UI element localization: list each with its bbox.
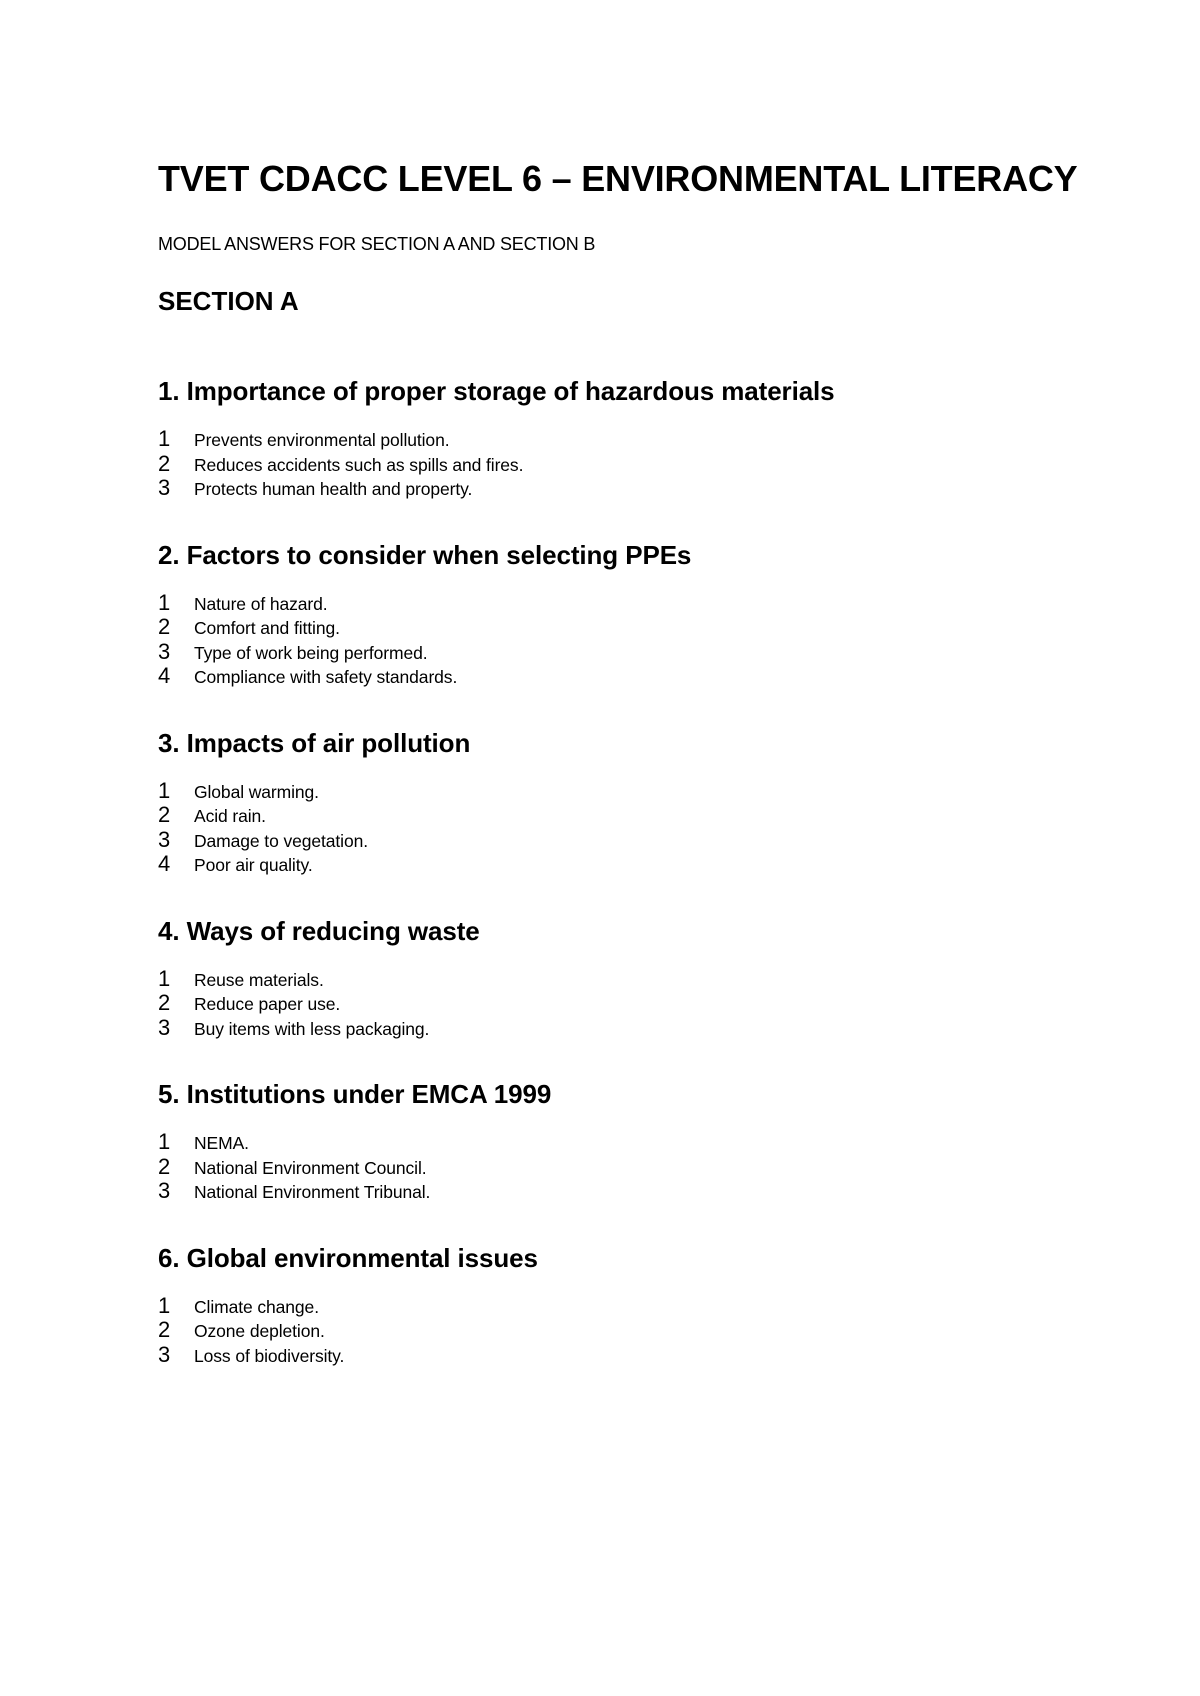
- list-item: [158, 591, 1098, 616]
- answer-text: Damage to vegetation.: [194, 830, 368, 851]
- answer-list: [158, 779, 1098, 877]
- section-heading: SECTION A: [158, 286, 299, 316]
- answer-text: Compliance with safety standards.: [194, 667, 458, 687]
- question-block: [158, 375, 1098, 501]
- list-item: [158, 1155, 1098, 1180]
- answer-text: Climate change.: [194, 1296, 319, 1317]
- answer-text: Loss of biodiversity.: [194, 1345, 345, 1366]
- question-title: 3. Impacts of air pollution: [158, 727, 471, 758]
- list-item: [158, 828, 1098, 853]
- question-title: 5. Institutions under EMCA 1999: [158, 1079, 552, 1109]
- answer-number: 1: [158, 1292, 171, 1318]
- answer-list: [158, 1294, 1098, 1368]
- list-item: [158, 1318, 1098, 1343]
- answer-number: 1: [158, 777, 171, 803]
- answer-number: 4: [158, 851, 171, 876]
- list-item: [158, 967, 1098, 992]
- answer-text: National Environment Council.: [194, 1157, 427, 1178]
- answer-text: NEMA.: [194, 1133, 249, 1153]
- answer-text: Ozone depletion.: [194, 1321, 325, 1341]
- answer-list: [158, 591, 1098, 689]
- answer-number: 3: [158, 826, 171, 852]
- answer-text: Nature of hazard.: [194, 593, 328, 614]
- answer-text: Protects human health and property.: [194, 479, 473, 499]
- answer-text: Type of work being performed.: [194, 642, 428, 663]
- answer-number: 3: [158, 638, 171, 664]
- answer-text: Buy items with less packaging.: [194, 1018, 430, 1039]
- list-item: [158, 452, 1098, 477]
- question-block: [158, 1242, 1098, 1368]
- question-title: 1. Importance of proper storage of hazardous materials: [158, 376, 835, 406]
- question-block: [158, 915, 1098, 1041]
- answer-number: 1: [158, 1129, 171, 1154]
- answer-number: 2: [158, 802, 171, 827]
- list-item: [158, 1343, 1098, 1368]
- list-item: [158, 476, 1098, 501]
- question-block: [158, 727, 1098, 877]
- answer-number: 1: [158, 965, 171, 991]
- list-item: [158, 1130, 1098, 1155]
- answer-number: 3: [158, 1014, 171, 1040]
- list-item: [158, 427, 1098, 452]
- list-item: [158, 615, 1098, 640]
- list-item: [158, 640, 1098, 665]
- answer-number: 2: [158, 1153, 171, 1179]
- answer-number: 2: [158, 1317, 171, 1342]
- answer-number: 2: [158, 450, 171, 476]
- question-block: [158, 1078, 1098, 1204]
- list-item: [158, 803, 1098, 828]
- answer-text: Poor air quality.: [194, 855, 313, 875]
- list-item: [158, 1016, 1098, 1041]
- answer-list: [158, 427, 1098, 501]
- document-page: [158, 155, 1098, 1405]
- document-subtitle: MODEL ANSWERS FOR SECTION A AND SECTION B: [158, 234, 596, 254]
- answer-list: [158, 1130, 1098, 1204]
- answer-number: 3: [158, 475, 171, 500]
- answer-text: Prevents environmental pollution.: [194, 430, 450, 450]
- answer-number: 2: [158, 990, 171, 1015]
- answer-number: 1: [158, 426, 171, 451]
- question-title: 6. Global environmental issues: [158, 1242, 538, 1273]
- answer-text: Global warming.: [194, 781, 319, 802]
- answer-text: Comfort and fitting.: [194, 618, 340, 638]
- answer-number: 1: [158, 589, 171, 615]
- list-item: [158, 779, 1098, 804]
- answer-text: National Environment Tribunal.: [194, 1182, 431, 1202]
- questions-container: [158, 375, 1098, 1367]
- question-block: [158, 539, 1098, 689]
- question-title: 2. Factors to consider when selecting PPEs: [158, 539, 692, 570]
- document-title: TVET CDACC LEVEL 6 – ENVIRONMENTAL LITERACY: [158, 158, 1078, 199]
- list-item: [158, 991, 1098, 1016]
- question-title: 4. Ways of reducing waste: [158, 915, 480, 946]
- answer-list: [158, 967, 1098, 1041]
- answer-text: Reduce paper use.: [194, 994, 341, 1014]
- answer-number: 2: [158, 614, 171, 639]
- answer-text: Reduces accidents such as spills and fires.: [194, 454, 524, 475]
- answer-number: 3: [158, 1341, 171, 1367]
- answer-number: 3: [158, 1178, 171, 1203]
- answer-text: Reuse materials.: [194, 969, 324, 990]
- list-item: [158, 852, 1098, 877]
- list-item: [158, 1294, 1098, 1319]
- answer-text: Acid rain.: [194, 806, 266, 826]
- answer-number: 4: [158, 663, 171, 688]
- list-item: [158, 1179, 1098, 1204]
- list-item: [158, 664, 1098, 689]
